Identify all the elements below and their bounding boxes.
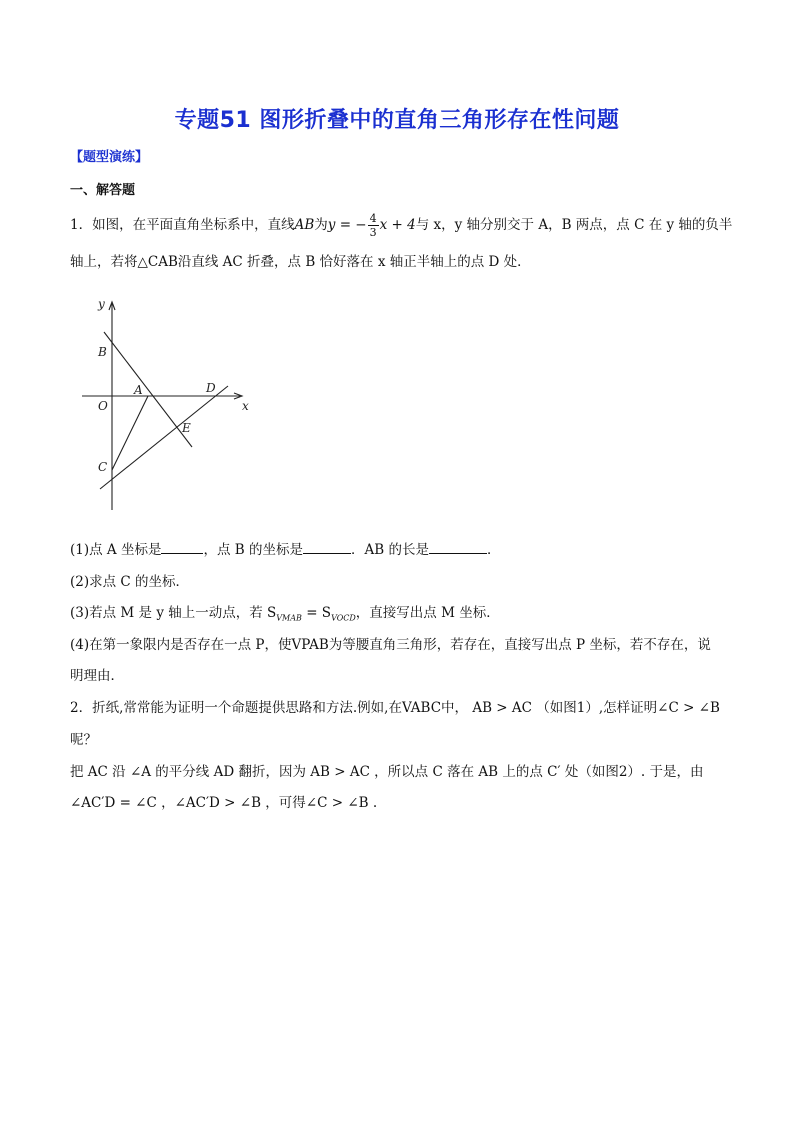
- line-cd: [100, 386, 228, 489]
- label-d: D: [206, 381, 216, 395]
- answer-blank-ab[interactable]: [429, 552, 487, 554]
- answer-blank-a[interactable]: [161, 552, 203, 554]
- page-title: 专题51 图形折叠中的直角三角形存在性问题: [174, 108, 620, 133]
- p3-text-b: = S: [301, 605, 332, 621]
- question-type-tag: 【题型演练】: [70, 150, 149, 165]
- line-ac: [112, 396, 148, 470]
- label-c: C: [98, 460, 108, 474]
- label-b: B: [98, 345, 107, 359]
- label-e: E: [182, 421, 191, 435]
- p3-text-c: ，直接写出点 M 坐标．: [355, 605, 500, 621]
- p1-text-b: ，点 B 的坐标是: [203, 542, 303, 558]
- answer-blank-b[interactable]: [303, 552, 351, 554]
- q1-ab: AB: [294, 217, 315, 233]
- q1-frac-den: 3: [369, 226, 377, 239]
- q1-eq-eq: = −: [335, 217, 367, 233]
- label-x: x: [242, 399, 249, 413]
- p3-text-a: (3)若点 M 是 y 轴上一动点，若 S: [70, 605, 277, 621]
- q1-line2: 轴上，若将△CAB沿直线 AC 折叠，点 B 恰好落在 x 轴正半轴上的点 D 处．: [70, 254, 531, 270]
- label-a: A: [134, 383, 143, 397]
- line-ab: [104, 332, 192, 447]
- q1-fraction: [368, 212, 379, 239]
- p3-sub-ocd: VOCD: [331, 613, 356, 623]
- p1-text-c: ．AB 的长是: [350, 542, 429, 558]
- q1-eq-y: y: [327, 217, 336, 233]
- label-o: O: [98, 399, 108, 413]
- q1-part3: [70, 601, 500, 623]
- q1-part1: [70, 538, 500, 558]
- q1-frac-num: 4: [369, 212, 377, 225]
- q1-line1: [70, 212, 732, 239]
- q2-line4: ∠AC′D = ∠C ，∠AC′D > ∠B ，可得∠C > ∠B .: [70, 795, 378, 811]
- q1-eq-rest: x + 4: [379, 217, 416, 233]
- label-y: y: [98, 297, 105, 311]
- q2-line3: 把 AC 沿 ∠A 的平分线 AD 翻折，因为 AB > AC ，所以点 C 落在 AB 上的点 C′ 处（如图2）. 于是，由: [70, 764, 704, 780]
- q1-part4-line2: 明理由．: [70, 668, 124, 684]
- p1-text-d: ．: [486, 542, 501, 558]
- section-heading: 一、解答题: [70, 183, 136, 198]
- p1-text-a: (1)点 A 坐标是: [70, 542, 162, 558]
- q2-line2: 呢？: [70, 732, 97, 748]
- q1-text-c: 为: [314, 217, 328, 233]
- q1-coordinate-figure: [82, 292, 272, 514]
- q1-text-d: 与 x，y 轴分别交于 A，B 两点，点 C 在 y 轴的负半: [415, 217, 733, 233]
- q2-line1: 2．折纸,常常能为证明一个命题提供思路和方法.例如,在VABC中， AB > AC （如图1）,怎样证明∠C > ∠B: [70, 700, 720, 716]
- p3-sub-mab: VMAB: [276, 613, 302, 623]
- q1-text-a: 1．如图，在平面直角坐标系中，直线: [70, 217, 295, 233]
- q1-part4-line1: (4)在第一象限内是否存在一点 P，使VPAB为等腰直角三角形，若存在，直接写出点 P 坐标，若不存在，说: [70, 637, 711, 653]
- q1-part2: (2)求点 C 的坐标．: [70, 574, 190, 590]
